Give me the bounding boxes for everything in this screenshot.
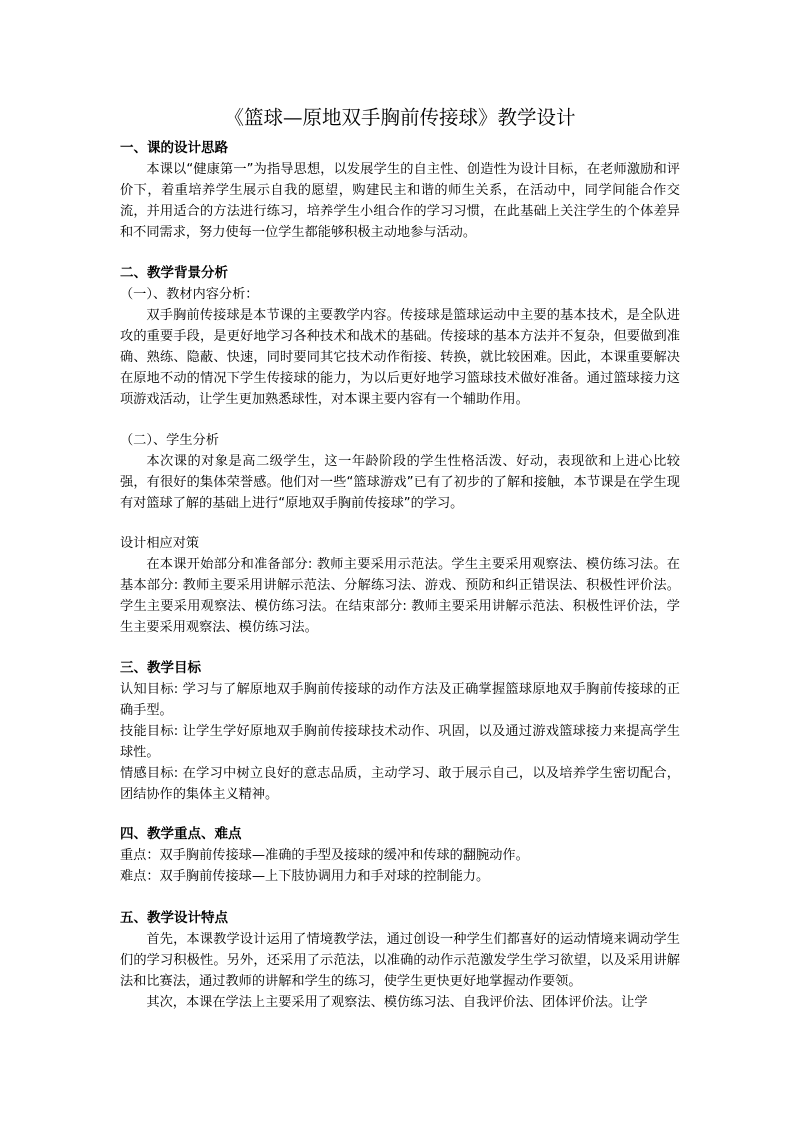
section-teaching-goals: [120, 658, 680, 805]
emotional-goal: 情感目标: 在学习中树立良好的意志品质，主动学习、敢于展示自己，以及培养学生密切配合，团结协作的集体主义精神。: [120, 766, 680, 802]
difficult-point: 难点：双手胸前传接球—上下肢协调用力和手对球的控制能力。: [120, 869, 490, 884]
subheading-students: （二）、学生分析: [120, 433, 219, 448]
section-design-idea: [120, 138, 680, 243]
document-title: 《篮球—原地双手胸前传接球》教学设计: [224, 106, 576, 129]
section-design-features: [120, 908, 680, 1013]
cognitive-goal: 认知目标: 学习与了解原地双手胸前传接球的动作方法及正确掌握篮球原地双手胸前传接球的正确手型。: [120, 682, 680, 718]
section-heading: 五、教学设计特点: [120, 910, 228, 926]
subheading-strategy: 设计相应对策: [120, 536, 200, 551]
paragraph: 本课以“健康第一”为指导思想，以发展学生的自主性、创造性为设计目标，在老师激励和评价下，着重培养学生展示自我的愿望，购建民主和谐的师生关系，在活动中，同学间能合作交流，并用适合的方法进行练习，培养学生小组合作的学习习惯，在此基础上关注学生的个体差异和不同需求，努力使每一位学生都能够积极主动地参与活动。: [120, 162, 680, 240]
section-heading: 三、教学目标: [120, 660, 201, 676]
paragraph: 本次课的对象是高二级学生，这一年龄阶段的学生性格活泼、好动，表现欲和上进心比较强，有很好的集体荣誉感。他们对一些“篮球游戏”已有了初步的了解和接触，本节课是在学生现有对篮球了解的基础上进行“原地双手胸前传接球”的学习。: [120, 454, 680, 511]
subheading-material: （一）、教材内容分析：: [120, 287, 259, 302]
key-point: 重点：双手胸前传接球—准确的手型及接球的缓冲和传球的翻腕动作。: [120, 848, 529, 863]
paragraph: 双手胸前传接球是本节课的主要教学内容。传接球是篮球运动中主要的基本技术，是全队进攻的重要手段，是更好地学习各种技术和战术的基础。传接球的基本方法并不复杂，但要做到准确、熟练、隐蔽、快速，同时要同其它技术动作衔接、转换，就比较困难。因此，本课重要解决在原地不动的情况下学生传接球的能力，为以后更好地学习篮球技术做好准备。通过篮球接力这项游戏活动，让学生更加熟悉球性，对本课主要内容有一个辅助作用。: [120, 308, 680, 407]
section-heading: 二、教学背景分析: [120, 265, 228, 281]
section-strategy: [120, 533, 680, 638]
section-heading: 一、课的设计思路: [120, 140, 228, 156]
section-student-analysis: [120, 430, 680, 514]
skill-goal: 技能目标: 让学生学好原地双手胸前传接球技术动作、巩固，以及通过游戏篮球接力来提高学生球性。: [120, 724, 680, 760]
section-heading: 四、教学重点、难点: [120, 826, 242, 842]
section-background-analysis: [120, 263, 680, 410]
paragraph: 在本课开始部分和准备部分: 教师主要采用示范法。学生主要采用观察法、模仿练习法。在基本部分: 教师主要采用讲解示范法、分解练习法、游戏、预防和纠正错误法、积极性评价法。学生主要采用观察法、模仿练习法。在结束部分: 教师主要采用讲解示范法、积极性评价法，学生主要采用观察法、模仿练习法。: [120, 557, 680, 635]
paragraph: 其次，本课在学法上主要采用了观察法、模仿练习法、自我评价法、团体评价法。让学: [146, 995, 648, 1010]
section-key-points: [120, 824, 680, 887]
paragraph: 首先，本课教学设计运用了情境教学法，通过创设一种学生们都喜好的运动情境来调动学生们的学习积极性。另外，还采用了示范法，以准确的动作示范激发学生学习欲望，以及采用讲解法和比赛法，通过教师的讲解和学生的练习，使学生更快更好地掌握动作要领。: [120, 932, 680, 989]
